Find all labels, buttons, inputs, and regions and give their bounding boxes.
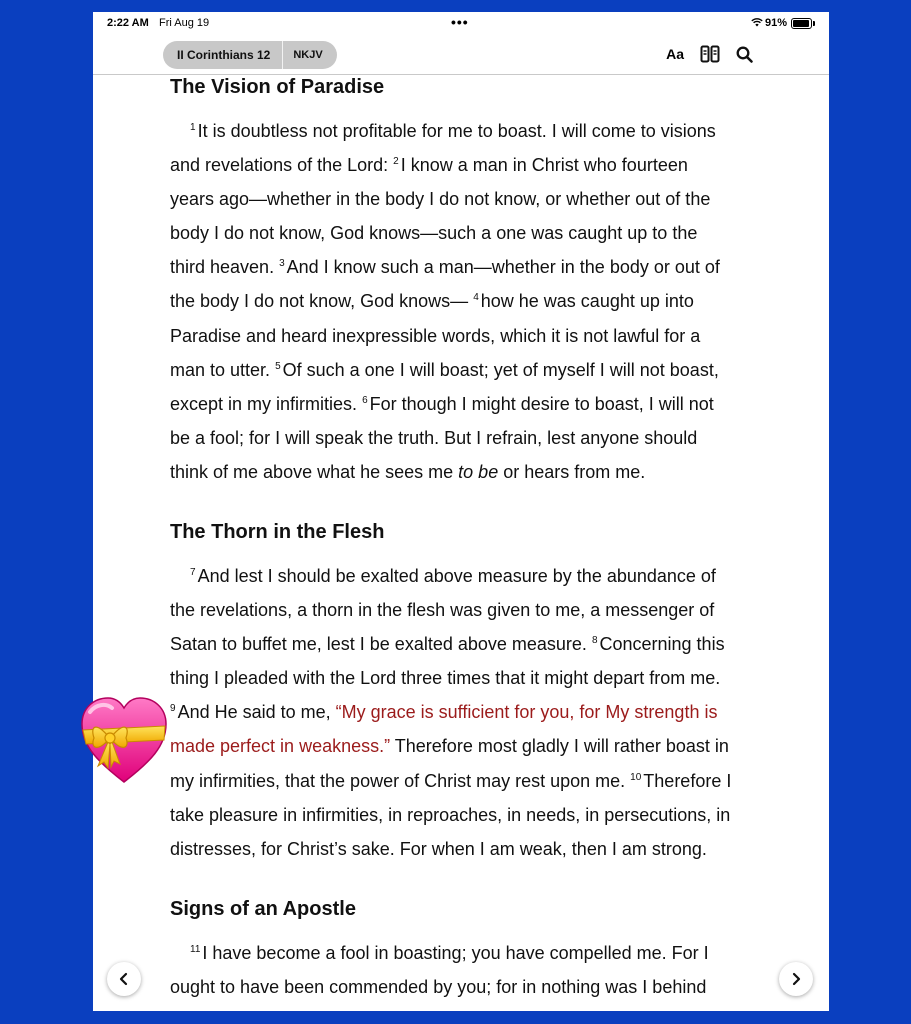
status-date: Fri Aug 19 — [159, 17, 210, 29]
text-line: the revelations, a thorn in the flesh was given to me, a messenger of — [170, 600, 715, 621]
battery-icon — [791, 18, 812, 29]
text-line: years ago—whether in the body I do not know, or whether out of the — [170, 189, 711, 210]
next-chapter-button[interactable] — [779, 962, 813, 996]
verse-number[interactable]: 2 — [393, 156, 399, 168]
text-line: made perfect in weakness.” Therefore most gladly I will rather boast in — [170, 736, 729, 757]
chevron-left-icon — [118, 972, 130, 986]
verse-number[interactable]: 8 — [591, 635, 598, 647]
book-chapter-button[interactable]: II Corinthians 12 — [163, 41, 283, 69]
text-line: $^7$ And lest I should be exalted above measure by the abundance of — [190, 566, 716, 586]
ipad-screen — [93, 12, 829, 1011]
text-line: Satan to buffet me, lest I be exalted above measure. $^8$ Concerning this — [170, 634, 725, 655]
text-line: distresses, for Christ’s sake. For when I am weak, then I am strong. — [170, 838, 707, 859]
verse-number[interactable]: 3 — [279, 258, 285, 270]
text-line: the body I do not know, God knows— $^4$ how he was caught up into — [170, 291, 694, 312]
text-line: and revelations of the Lord: $^2$ I know a man in Christ who fourteen — [170, 155, 688, 176]
version-button[interactable]: NKJV — [293, 49, 323, 61]
previous-chapter-button[interactable] — [107, 962, 141, 996]
text-line: ought to have been commended by you; for in nothing was I behind — [170, 977, 707, 998]
words-of-christ: “My grace is sufficient for you, for My strength is — [335, 702, 718, 723]
text-line: man to utter. $^5$ Of such a one I will boast; yet of myself I will not boast, — [170, 359, 719, 380]
text-line: be a fool; for I will speak the truth. But I refrain, lest anyone should — [170, 427, 698, 448]
chevron-right-icon — [790, 972, 802, 986]
section-heading: Signs of an Apostle — [170, 898, 356, 920]
parallel-view-icon[interactable] — [700, 45, 720, 63]
font-size-icon[interactable]: Aa — [666, 46, 684, 62]
text-line: body I do not know, God knows—such a one was caught up to the — [170, 223, 698, 244]
words-of-christ: made perfect in weakness.” — [170, 736, 391, 757]
text-line: Paradise and heard inexpressible words, which it is not lawful for a — [170, 325, 701, 346]
passage-selector — [163, 41, 337, 69]
section-heading: The Thorn in the Flesh — [170, 521, 385, 543]
paragraph — [170, 559, 770, 866]
toolbar-actions — [666, 45, 753, 63]
verse-number[interactable]: 11 — [190, 944, 201, 955]
section-heading: The Vision of Paradise — [170, 76, 385, 98]
text-line: $^9$ And He said to me, “My grace is sufficient for you, for My strength is — [170, 702, 718, 723]
text-line: except in my infirmities. $^6$ For though I might desire to boast, I will not — [170, 393, 714, 414]
text-line: third heaven. $^3$ And I know such a man—whether in the body or out of — [170, 257, 720, 278]
text-line: $^{11}$ I have become a fool in boasting; you have compelled me. For I — [190, 943, 709, 963]
verse-number[interactable]: 6 — [362, 394, 368, 406]
verse-number[interactable]: 1 — [190, 122, 196, 133]
text-line: take pleasure in infirmities, in reproaches, in needs, in persecutions, in — [170, 804, 731, 825]
text-line: $^1$ It is doubtless not profitable for me to boast. I will come to visions — [190, 121, 716, 141]
verse-number[interactable]: 7 — [190, 567, 196, 578]
verse-number[interactable]: 9 — [170, 703, 176, 715]
paragraph — [170, 936, 770, 1004]
multitasking-dots[interactable]: ••• — [451, 14, 469, 30]
verse-number[interactable]: 4 — [473, 292, 479, 304]
verse-number[interactable]: 5 — [275, 360, 281, 372]
verse-number[interactable]: 10 — [630, 771, 642, 783]
battery-percent: 91% — [765, 17, 788, 29]
text-line: my infirmities, that the power of Christ may rest upon me. $^{10}$ Therefore I — [170, 770, 732, 791]
heart-with-ribbon-icon — [78, 696, 170, 786]
paragraph — [170, 114, 770, 489]
search-icon[interactable] — [736, 46, 753, 63]
status-time: 2:22 AM — [107, 17, 149, 29]
text-line: thing I pleaded with the Lord three times that it might depart from me. — [170, 668, 721, 689]
wifi-icon — [751, 17, 763, 30]
reader-toolbar — [93, 38, 829, 75]
text-line: think of me above what he sees me to be or hears from me. — [170, 461, 646, 482]
status-bar — [93, 12, 829, 34]
